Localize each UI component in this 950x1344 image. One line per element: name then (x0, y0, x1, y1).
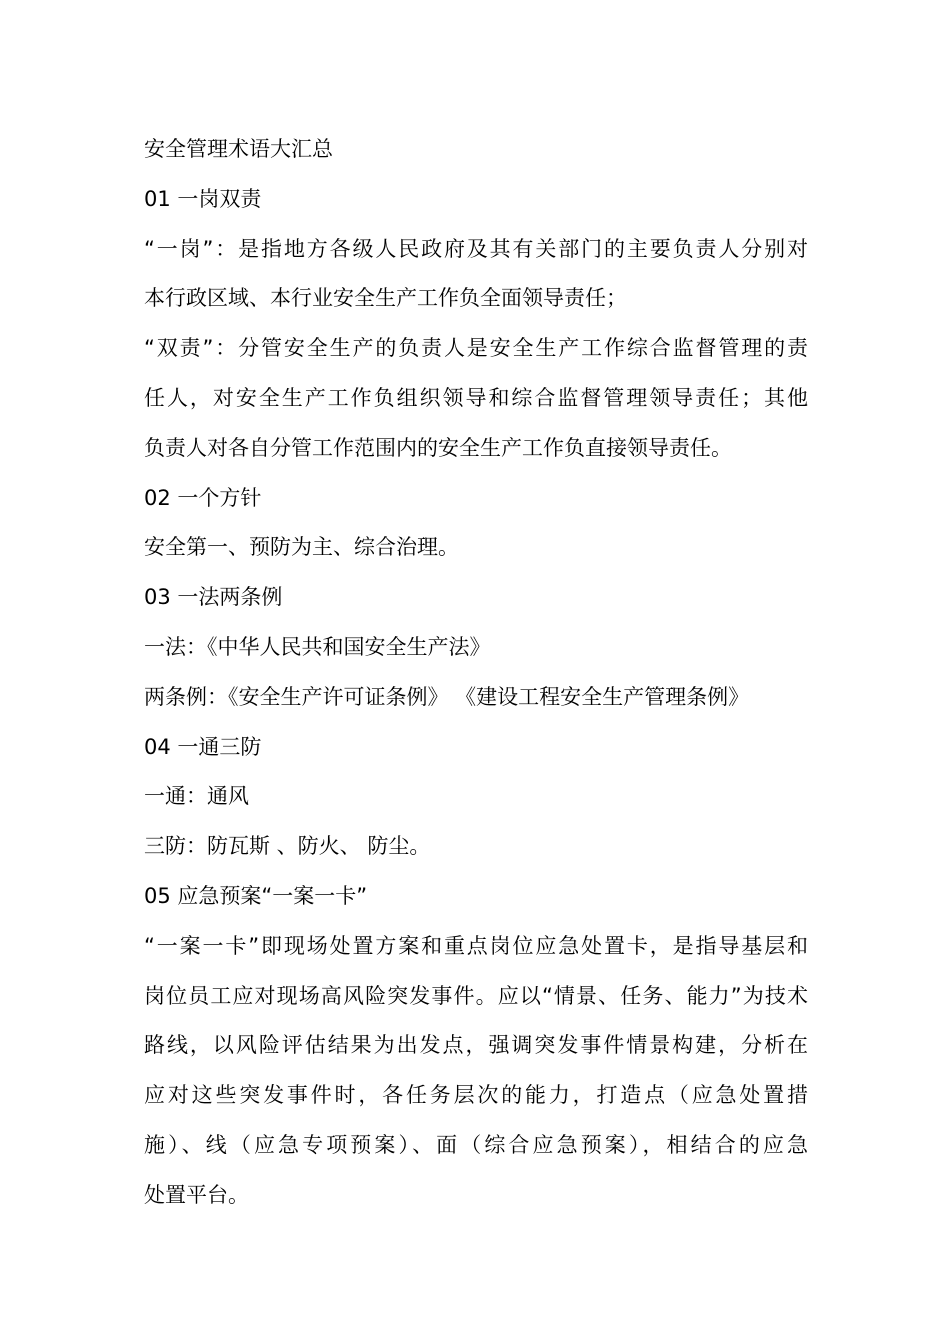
paragraph-line: “双责”：分管安全生产的负责人是安全生产工作综合监督管理的责 (144, 336, 808, 361)
paragraph-line: 本行政区域、本行业安全生产工作负全面领导责任； (144, 286, 627, 311)
paragraph-line: 三防：防瓦斯 、防火、 防尘。 (144, 834, 431, 859)
paragraph-line: 岗位员工应对现场高风险突发事件。应以“情景、任务、能力”为技术 (144, 983, 808, 1008)
paragraph-line: 施）、线（应急专项预案）、面（综合应急预案），相结合的应急 (144, 1132, 808, 1157)
paragraph-line: 任人，对安全生产工作负组织领导和综合监督管理领导责任；其他 (144, 385, 808, 410)
heading-02: 02 一个方针 (144, 485, 262, 510)
paragraph-line: “一岗”：是指地方各级人民政府及其有关部门的主要负责人分别对 (144, 236, 808, 261)
paragraph-line: “一案一卡”即现场处置方案和重点岗位应急处置卡，是指导基层和 (144, 933, 808, 958)
paragraph-line: 处置平台。 (144, 1182, 249, 1207)
heading-01: 01 一岗双责 (144, 186, 262, 211)
paragraph-line: 路线，以风险评估结果为出发点，强调突发事件情景构建，分析在 (144, 1033, 808, 1058)
document-title: 安全管理术语大汇总 (144, 137, 333, 161)
paragraph-line: 负责人对各自分管工作范围内的安全生产工作负直接领导责任。 (144, 435, 732, 460)
paragraph-line: 安全第一、预防为主、综合治理。 (144, 535, 459, 560)
paragraph-line: 一法：《中华人民共和国安全生产法》 (144, 634, 491, 659)
paragraph-line: 一通：通风 (144, 784, 249, 809)
paragraph-line: 两条例：《安全生产许可证条例》 《建设工程安全生产管理条例》 (144, 684, 750, 709)
paragraph-line: 应对这些突发事件时，各任务层次的能力，打造点（应急处置措 (144, 1083, 808, 1108)
document-body (144, 125, 808, 1221)
heading-03: 03 一法两条例 (144, 585, 283, 610)
heading-05: 05 应急预案“一案一卡” (144, 883, 368, 908)
heading-04: 04 一通三防 (144, 734, 262, 759)
